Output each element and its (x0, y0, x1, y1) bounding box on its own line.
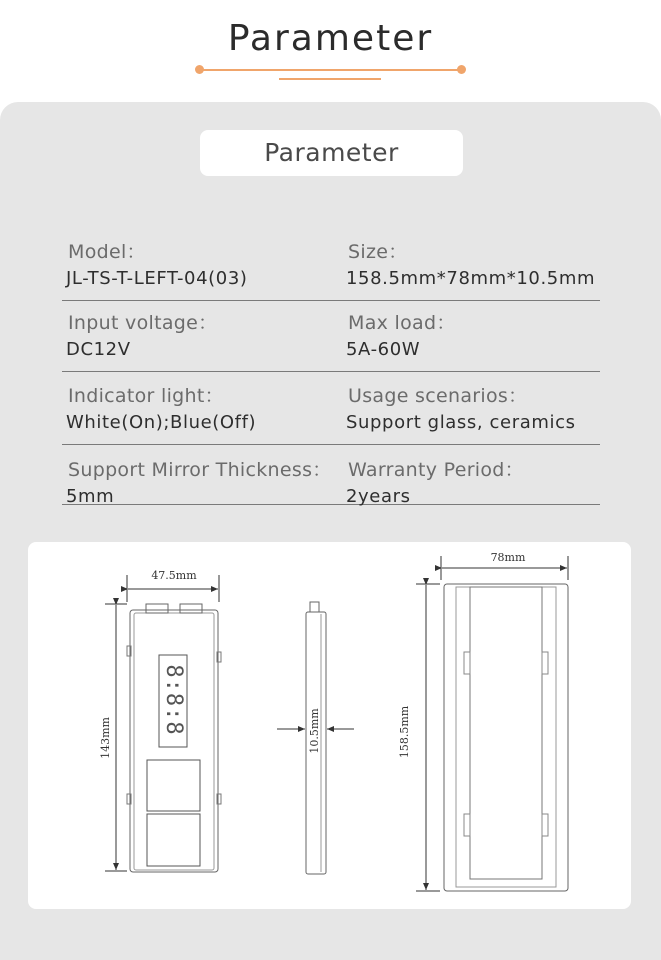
spec-value: Support glass, ceramics (346, 412, 576, 433)
spec-value: DC12V (66, 339, 131, 360)
spec-label: Usage scenarios： (348, 385, 528, 407)
spec-label: Indicator light： (68, 385, 224, 407)
side-thickness-label: 10.5mm (308, 708, 321, 754)
dimension-drawing (28, 542, 631, 909)
spec-label: Support Mirror Thickness： (68, 459, 332, 481)
spec-row-1 (62, 226, 600, 301)
spec-value: White(On);Blue(Off) (66, 412, 257, 433)
spec-label: Model： (68, 241, 146, 263)
spec-label: Warranty Period： (348, 459, 524, 481)
front-width-label: 47.5mm (151, 569, 197, 582)
parameter-badge: Parameter (200, 130, 463, 176)
display-digits: 8:8:8 (161, 664, 186, 736)
dimension-diagram-card (28, 542, 631, 909)
spec-label: Size： (348, 241, 408, 263)
spec-row-4 (62, 444, 600, 505)
back-view (416, 556, 568, 891)
page-title: Parameter (227, 18, 434, 59)
back-height-label: 158.5mm (398, 705, 411, 759)
spec-value: 5mm (66, 486, 115, 507)
spec-row-2 (62, 297, 600, 372)
spec-value: 158.5mm*78mm*10.5mm (346, 268, 596, 289)
title-short-underline (279, 78, 381, 80)
title-underline (199, 69, 462, 71)
front-height-label: 143mm (99, 717, 112, 759)
back-width-label: 78mm (490, 551, 526, 564)
spec-label: Max load： (348, 312, 456, 334)
spec-value: 2years (346, 486, 411, 507)
decor-dot-right (457, 65, 466, 74)
spec-label: Input voltage： (68, 312, 218, 334)
spec-value: 5A-60W (346, 339, 421, 360)
spec-row-3 (62, 370, 600, 445)
spec-value: JL-TS-T-LEFT-04(03) (66, 268, 248, 289)
